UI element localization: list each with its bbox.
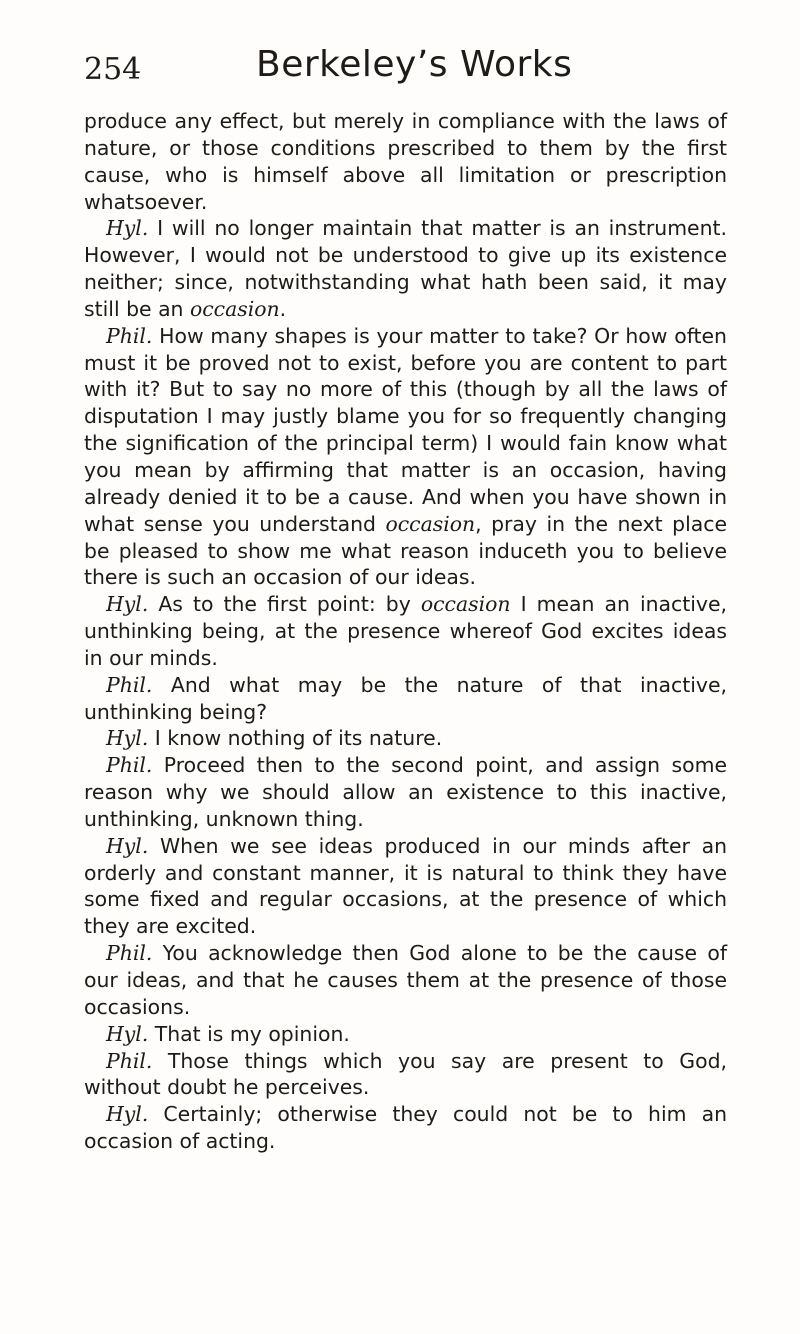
speaker-label: Phil. — [106, 672, 153, 697]
paragraph — [84, 725, 727, 752]
speaker-label: Hyl. — [106, 216, 149, 241]
speaker-label: Phil. — [106, 941, 153, 966]
page-number: 254 — [84, 52, 142, 87]
text-segment: I mean an inactive, unthinking being, at the presence whereof God excites ideas in our minds. — [84, 592, 728, 670]
running-title: Berkeley’s Works — [256, 44, 573, 85]
paragraph — [84, 591, 727, 672]
text-segment: You acknowledge then God alone to be the cause of our ideas, and that he causes them at the presence of those occasions. — [84, 941, 727, 1019]
speaker-label: Hyl. — [106, 833, 149, 858]
text-segment: I know nothing of its nature. — [148, 726, 443, 751]
text-segment: Proceed then to the second point, and assign some reason why we should allow an existence to this inactive, unthinking, unknown thing. — [84, 753, 727, 831]
italic-term: occasion — [189, 296, 280, 321]
paragraph — [84, 323, 727, 591]
speaker-label: Hyl. — [106, 726, 149, 751]
speaker-label: Phil. — [106, 753, 153, 778]
speaker-label: Hyl. — [106, 1102, 149, 1127]
paragraph — [84, 1021, 727, 1048]
text-segment: Those things which you say are present to God, without doubt he perceives. — [84, 1048, 727, 1100]
text-segment: produce any effect, but merely in compliance with the laws of nature, or those conditions prescribed to them by the first cause, who is himself above all limitation or prescription whatsoever. — [84, 109, 727, 214]
text-segment: And what may be the nature of that inactive, unthinking being? — [84, 672, 727, 724]
paragraph — [84, 108, 727, 215]
text-segment: I will no longer maintain that matter is an instrument. However, I would not be understood to give up its existence neither; since, notwithstanding what hath been said, it may still be an — [84, 216, 727, 321]
paragraph — [84, 752, 727, 833]
text-segment: As to the first point: by — [148, 592, 421, 617]
text-segment: Certainly; otherwise they could not be to him an occasion of acting. — [84, 1102, 727, 1154]
text-segment: . — [279, 296, 287, 321]
page-header — [84, 44, 724, 104]
text-segment: , pray in the next place be pleased to show me what reason induceth you to believe there is such an occasion of our ideas. — [84, 511, 727, 590]
text-segment: How many shapes is your matter to take? Or how often must it be proved not to exist, before you are content to part with it? But to say no more of this (though by all the laws of disputation I may justly blame you for so frequently changing the signification of the principal term) I would fain know what you mean by affirming that matter is an occasion, having already denied it to be a cause. And when you have shown in what sense you understand — [84, 323, 727, 536]
paragraph — [84, 1101, 727, 1155]
text-segment: That is my opinion. — [148, 1021, 350, 1046]
body-text — [84, 108, 727, 1155]
speaker-label: Hyl. — [106, 1021, 149, 1046]
speaker-label: Phil. — [106, 323, 153, 348]
italic-term: occasion — [385, 511, 476, 536]
paragraph — [84, 215, 727, 322]
speaker-label: Hyl. — [106, 592, 149, 617]
text-segment: When we see ideas produced in our minds after an orderly and constant manner, it is natural to think they have some fixed and regular occasions, at the presence of which they are excited. — [84, 833, 727, 939]
speaker-label: Phil. — [106, 1048, 153, 1073]
italic-term: occasion — [420, 592, 511, 617]
paragraph — [84, 672, 727, 726]
paragraph — [84, 833, 727, 940]
paragraph — [84, 1048, 727, 1102]
paragraph — [84, 940, 727, 1021]
